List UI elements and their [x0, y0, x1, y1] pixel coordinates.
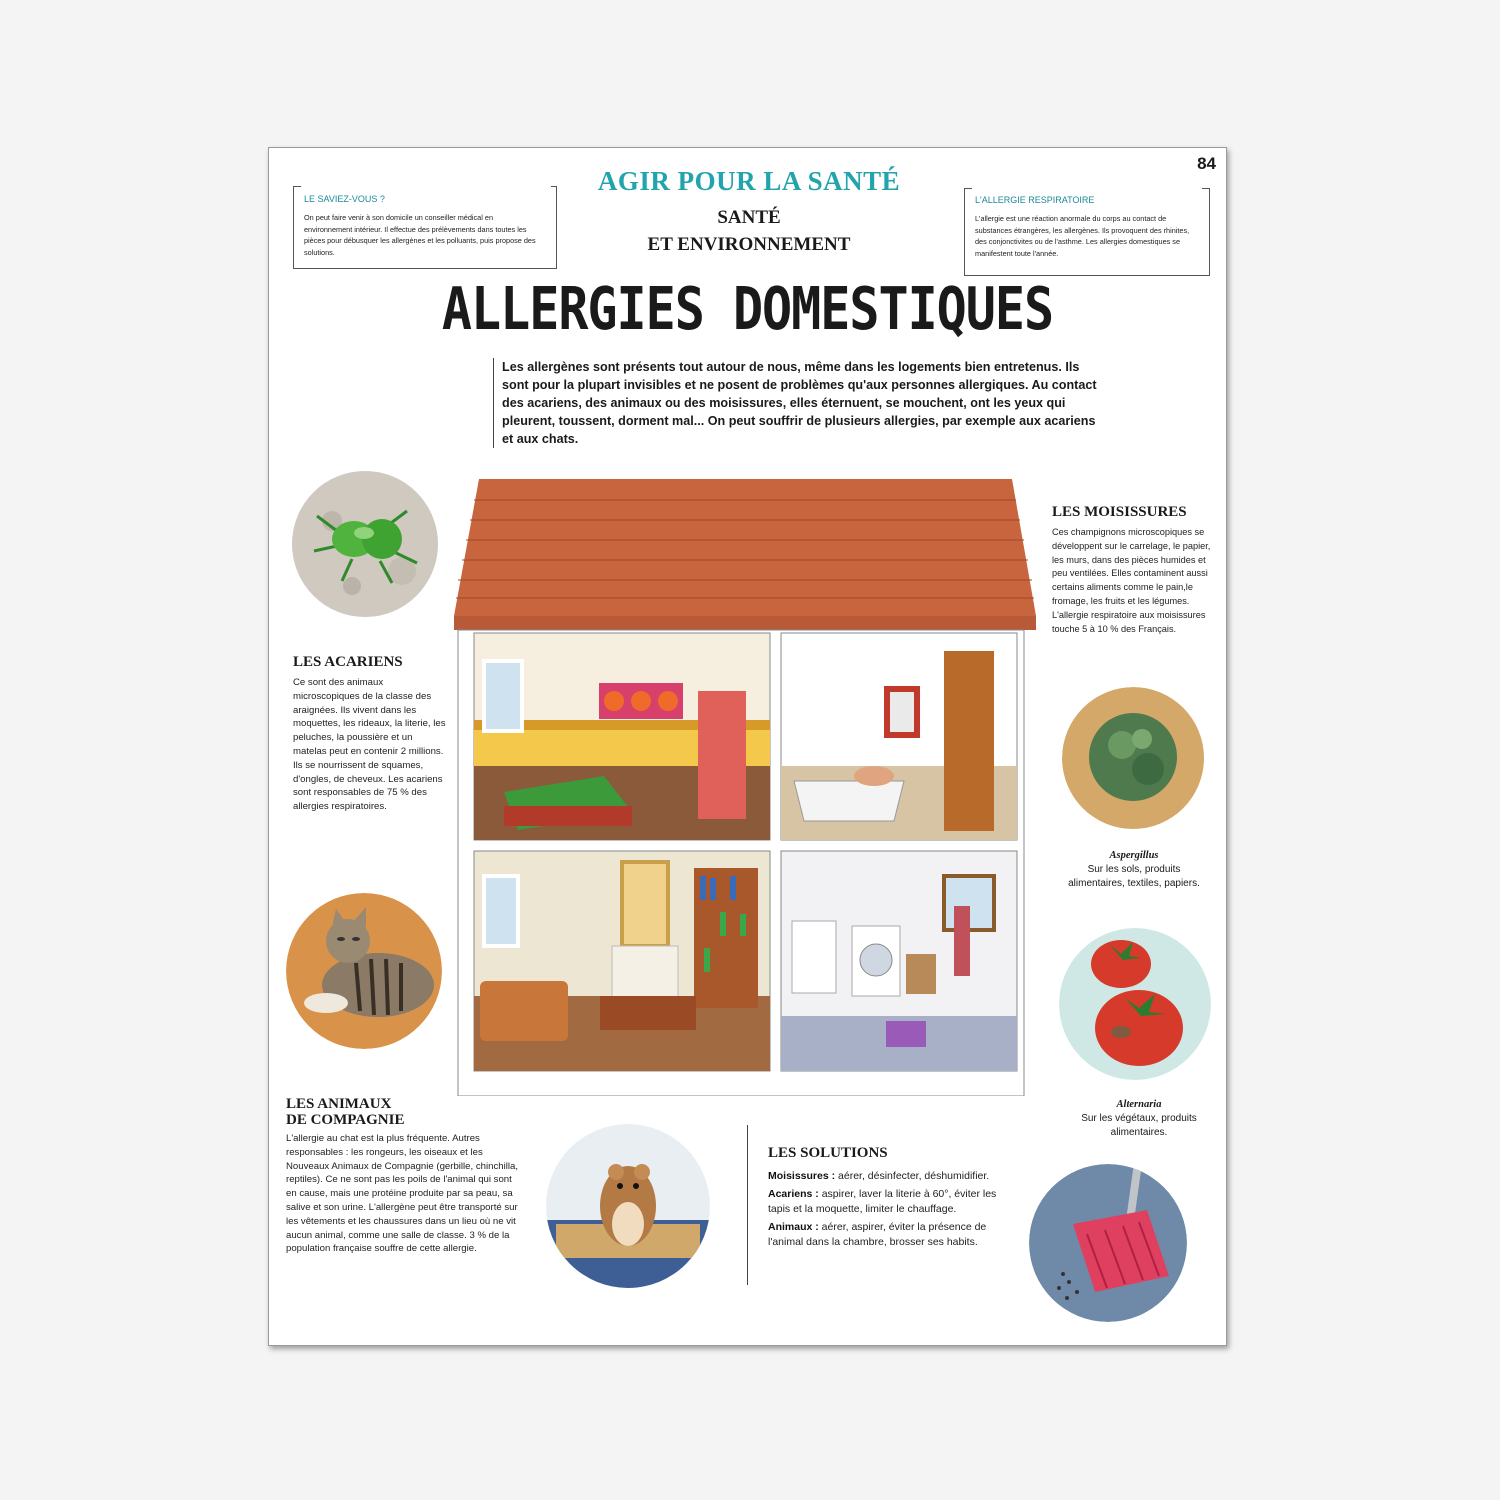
mold-icon [1062, 687, 1205, 830]
aspergillus-desc: Sur les sols, produits alimentaires, textiles, papiers. [1068, 864, 1200, 889]
mold-title: LES MOISISSURES [1052, 504, 1187, 520]
solution-pets-label: Animaux : [768, 1221, 819, 1233]
dust-mites-title: LES ACARIENS [293, 654, 403, 670]
respiratory-allergy-text: L'allergie est une réaction anormale du corps au contact de substances étrangères, les allergènes. Ils provoquent des rhinites, des conjonctivites ou de l'asthme. Les allergies domestiques se manifestent toute l'année. [975, 214, 1190, 258]
solutions-title: LES SOLUTIONS [768, 1145, 888, 1161]
did-you-know-text: On peut faire venir à son domicile un conseiller médical en environnement intérieur. Il effectue des prélèvements dans toutes les pièces pour débusquer les allergènes et les polluants, puis propose des solutions. [304, 213, 536, 257]
pets-section [286, 1096, 518, 1256]
aspergillus-caption [1059, 849, 1209, 891]
alternaria-name: Alternaria [1116, 1099, 1162, 1110]
solution-mold-label: Moisissures : [768, 1170, 836, 1182]
hamster-icon [546, 1124, 710, 1288]
header-subtitle-line2: ET ENVIRONNEMENT [647, 234, 851, 255]
mold-section [1052, 504, 1214, 636]
header-kicker: AGIR POUR LA SANTÉ [597, 166, 901, 196]
house-cutaway-illustration [454, 476, 1039, 1096]
dust-mites-text: Ce sont des animaux microscopiques de la classe des araignées. Ils vivent dans les moquettes, les rideaux, la literie, les peluches, la poussière et un matelas peut en contenir 2 millions. Ils se nourrissent de squames, d'ongles, de cheveux. Les acariens sont responsables de 75 % des allergies respiratoires. [293, 677, 446, 813]
pets-text: L'allergie au chat est la plus fréquente. Autres responsables : les rongeurs, les oiseaux et les Nouveaux Animaux de Compagnie (gerbille, chinchilla, reptiles). Ce ne sont pas les poils de l'animal qui sont en cause, mais une protéine produite par sa peau, sa salive et son urine. L'allergène peut être transporté sur les vêtements et les chaussures dans un lieu où ne vit aucun animal, comme une salle de classe. 3 % de la population française souffre de cette allergie. [286, 1133, 518, 1255]
solution-mold-text: aérer, désinfecter, déshumidifier. [835, 1170, 990, 1182]
intro-text: Les allergènes sont présents tout autour de nous, même dans les logements bien entretenus. Ils sont pour la plupart invisibles et ne posent de problèmes qu'aux personnes allergiques. Au contact des acariens, des animaux ou des moisissures, elles éternuent, se mouchent, ont les yeux qui pleurent, toussent, dorment mal... On peut souffrir de plusieurs allergies, par exemple aux acariens et aux chats. [493, 358, 1100, 448]
respiratory-allergy-box [964, 188, 1210, 276]
page-number: 84 [1197, 154, 1216, 173]
broom-icon [1029, 1164, 1187, 1322]
cat-icon [286, 893, 442, 1049]
poster [268, 147, 1227, 1346]
solution-item-pets [768, 1220, 1006, 1250]
page-title: ALLERGIES DOMESTIQUES [441, 274, 1054, 344]
solutions-list [768, 1169, 1006, 1250]
solution-mites-label: Acariens : [768, 1188, 819, 1200]
dust-mite-icon [292, 471, 438, 617]
pets-title-line1: LES ANIMAUX [286, 1096, 392, 1112]
pets-title-line2: DE COMPAGNIE [286, 1112, 405, 1128]
solution-pets-text: aérer, aspirer, éviter la présence de l'animal dans la chambre, brosser ses habits. [768, 1221, 987, 1248]
did-you-know-title: LE SAVIEZ-VOUS ? [304, 194, 385, 204]
solutions-section [747, 1125, 1038, 1285]
alternaria-desc: Sur les végétaux, produits alimentaires. [1081, 1113, 1197, 1138]
solution-item-mites [768, 1187, 1006, 1217]
respiratory-allergy-title: L'ALLERGIE RESPIRATOIRE [975, 195, 1095, 205]
solution-mites-text: aspirer, laver la literie à 60°, éviter les tapis et la moquette, limiter le chauffage. [768, 1188, 997, 1215]
mold-text: Ces champignons microscopiques se développent sur le carrelage, le papier, les murs, dans des pièces humides et peu ventilées. Elles contaminent aussi certains aliments comme le pain,le fromage, les fruits et les légumes. L'allergie respiratoire aux moisissures touche 5 à 10 % des Français. [1052, 527, 1211, 634]
did-you-know-box [293, 186, 557, 269]
solution-item-mold [768, 1169, 1006, 1184]
dust-mites-section [293, 654, 448, 814]
aspergillus-name: Aspergillus [1109, 850, 1159, 861]
header-subtitle [569, 204, 929, 258]
tomato-icon [1059, 928, 1211, 1080]
alternaria-caption [1069, 1098, 1209, 1140]
header-subtitle-line1: SANTÉ [717, 207, 781, 228]
